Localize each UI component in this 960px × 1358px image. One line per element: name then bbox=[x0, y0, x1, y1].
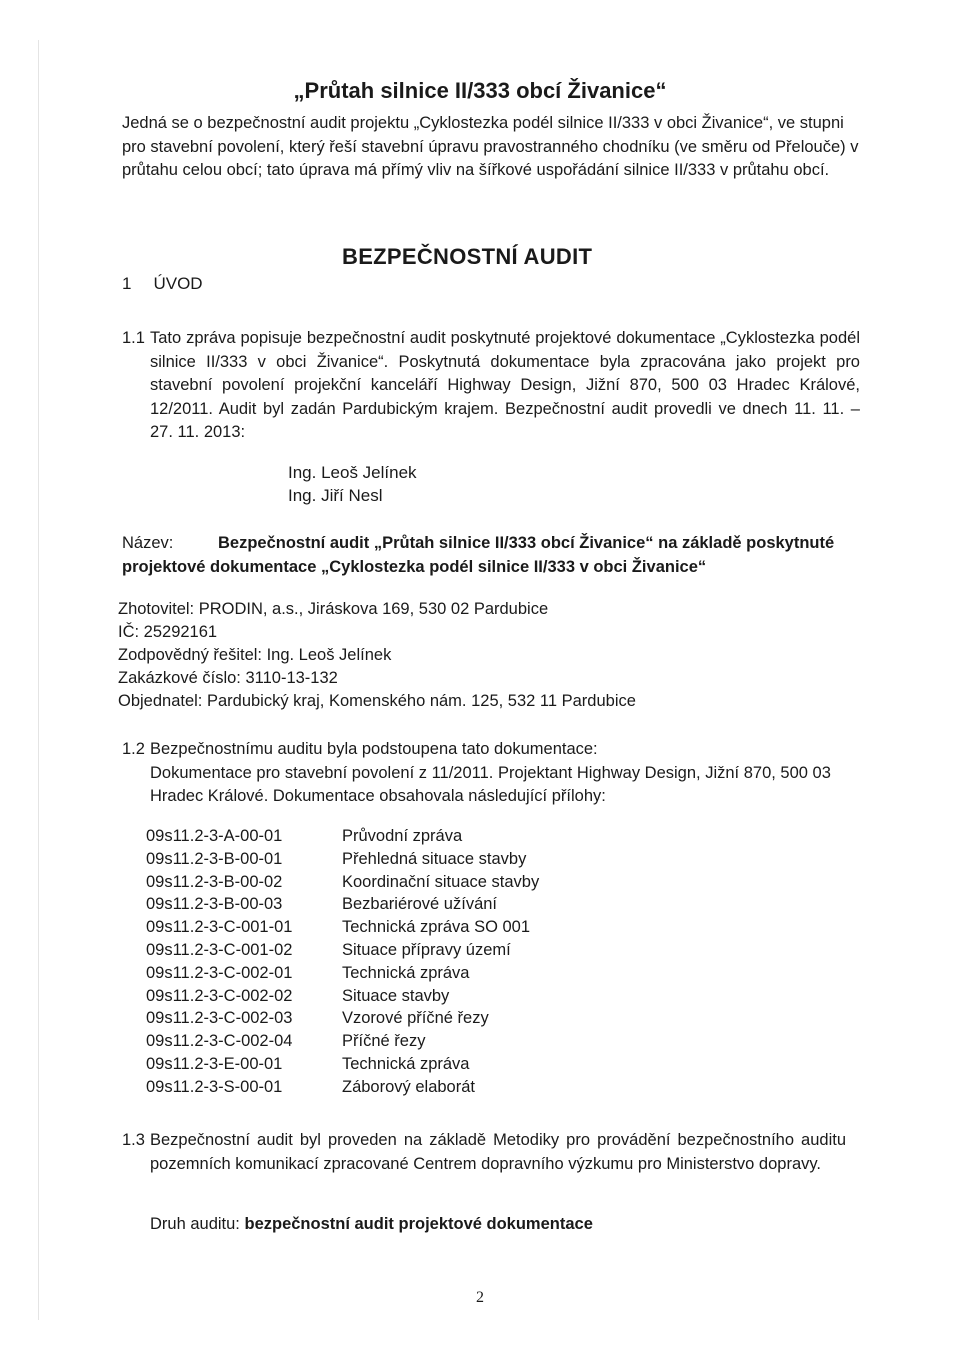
paragraph-text: Dokumentace pro stavební povolení z 11/2011. Projektant Highway Design, Jižní 870, 500 03 Hradec Králové. Dokumentace obsahovala následující přílohy: bbox=[150, 763, 831, 805]
attachment-code: 09s11.2-3-C-001-02 bbox=[146, 940, 293, 959]
client-line: Objednatel: Pardubický kraj, Komenského nám. 125, 532 11 Pardubice bbox=[118, 692, 636, 710]
document-title: „Průtah silnice II/333 obcí Živanice“ bbox=[293, 78, 667, 103]
paragraph-1-1 bbox=[122, 327, 860, 445]
attachment-code: 09s11.2-3-B-00-03 bbox=[146, 895, 283, 914]
attachment-name: Technická zpráva bbox=[342, 1054, 470, 1073]
attachment-row bbox=[146, 941, 539, 964]
paragraph-1-3 bbox=[122, 1129, 846, 1176]
section-name: ÚVOD bbox=[153, 274, 203, 293]
attachment-row bbox=[146, 964, 539, 987]
paragraph-text: Bezpečnostnímu auditu byla podstoupena tato dokumentace: bbox=[150, 740, 598, 758]
attachment-row bbox=[146, 987, 539, 1010]
attachment-row bbox=[146, 850, 539, 873]
audit-name bbox=[122, 531, 860, 579]
paragraph-number: 1.1 bbox=[122, 329, 145, 347]
audit-name-text: Bezpečnostní audit „Průtah silnice II/333 obcí Živanice“ na základě poskytnuté projektové dokumentace „Cyklostezka podél silnice II/333 v obci Živanice“ bbox=[122, 534, 835, 576]
attachment-row bbox=[146, 873, 539, 896]
attachment-list bbox=[146, 827, 539, 1101]
attachment-name: Situace stavby bbox=[342, 986, 450, 1005]
paragraph-text: Bezpečnostní audit byl proveden na základě Metodiky pro provádění bezpečnostního auditu pozemních komunikací zpracované Centrem dopravního výzkumu pro Ministerstvo dopravy. bbox=[150, 1131, 846, 1173]
attachment-name: Záborový elaborát bbox=[342, 1077, 475, 1096]
audit-type-label: Druh auditu: bbox=[150, 1215, 245, 1233]
attachment-name: Situace přípravy území bbox=[342, 940, 511, 959]
auditor-name: Ing. Leoš Jelínek bbox=[288, 463, 417, 482]
attachment-code: 09s11.2-3-C-002-03 bbox=[146, 1009, 293, 1028]
paragraph-1-2 bbox=[122, 738, 860, 809]
page-number: 2 bbox=[476, 1289, 484, 1306]
attachment-row bbox=[146, 1009, 539, 1032]
paragraph-text: Tato zpráva popisuje bezpečnostní audit poskytnuté projektové dokumentace „Cyklostezka podél silnice II/333 v obci Živanice“. Poskytnutá dokumentace byla zpracována jako projekt pro stavební povolení projekční kanceláří Highway Design, Jižní 870, 500 03 Hradec Králové, 12/2011. Audit byl zadán Pardubickým krajem. Bezpečnostní audit provedli ve dnech 11. 11. – 27. 11. 2013: bbox=[150, 329, 860, 441]
responsible-person: Zodpovědný řešitel: Ing. Leoš Jelínek bbox=[118, 646, 392, 664]
attachment-code: 09s11.2-3-C-002-01 bbox=[146, 963, 293, 982]
attachment-code: 09s11.2-3-B-00-01 bbox=[146, 849, 283, 868]
audit-type-value: bezpečnostní audit projektové dokumentace bbox=[244, 1215, 593, 1233]
scan-edge-line bbox=[38, 40, 39, 1320]
paragraph-number: 1.2 bbox=[122, 740, 145, 758]
attachment-name: Technická zpráva SO 001 bbox=[342, 918, 531, 937]
attachment-row bbox=[146, 918, 539, 941]
attachment-code: 09s11.2-3-B-00-02 bbox=[146, 872, 283, 891]
order-number: Zakázkové číslo: 3110-13-132 bbox=[118, 669, 338, 687]
contractor-line: Zhotovitel: PRODIN, a.s., Jiráskova 169, 530 02 Pardubice bbox=[118, 600, 549, 618]
attachment-code: 09s11.2-3-C-001-01 bbox=[146, 918, 293, 937]
section-number: 1 bbox=[122, 274, 132, 293]
attachment-name: Bezbariérové užívání bbox=[342, 895, 498, 914]
attachment-code: 09s11.2-3-A-00-01 bbox=[146, 827, 283, 845]
intro-paragraph: Jedná se o bezpečnostní audit projektu „Cyklostezka podél silnice II/333 v obci Živanice“, ve stupni pro stavební povolení, který řeší stavební úpravu pravostranného chodníku (ve směru od Přelouče) v průtahu celou obcí; tato úprava má přímý vliv na šířkové uspořádání silnice II/333 v průtahu obcí. bbox=[122, 114, 859, 179]
auditor-list bbox=[288, 461, 417, 507]
attachment-code: 09s11.2-3-C-002-02 bbox=[146, 986, 293, 1005]
attachment-row bbox=[146, 1078, 539, 1101]
attachment-name: Příčné řezy bbox=[342, 1032, 426, 1051]
section-heading bbox=[122, 274, 203, 294]
paragraph-number: 1.3 bbox=[122, 1131, 145, 1149]
section-title: BEZPEČNOSTNÍ AUDIT bbox=[342, 244, 593, 269]
audit-type bbox=[150, 1215, 593, 1234]
auditor-name: Ing. Jiří Nesl bbox=[288, 486, 383, 505]
attachment-row bbox=[146, 827, 539, 850]
attachment-name: Průvodní zpráva bbox=[342, 827, 463, 845]
attachment-code: 09s11.2-3-E-00-01 bbox=[146, 1054, 283, 1073]
contractor-info bbox=[118, 598, 636, 713]
audit-name-label: Název: bbox=[122, 534, 174, 552]
attachment-row bbox=[146, 1055, 539, 1078]
attachment-name: Technická zpráva bbox=[342, 963, 470, 982]
attachment-code: 09s11.2-3-S-00-01 bbox=[146, 1077, 283, 1096]
attachment-name: Přehledná situace stavby bbox=[342, 849, 527, 868]
company-id: IČ: 25292161 bbox=[118, 623, 218, 641]
attachment-name: Vzorové příčné řezy bbox=[342, 1009, 489, 1028]
attachment-table bbox=[146, 827, 539, 1101]
attachment-row bbox=[146, 1032, 539, 1055]
attachment-code: 09s11.2-3-C-002-04 bbox=[146, 1032, 293, 1051]
attachment-name: Koordinační situace stavby bbox=[342, 872, 540, 891]
attachment-row bbox=[146, 895, 539, 918]
